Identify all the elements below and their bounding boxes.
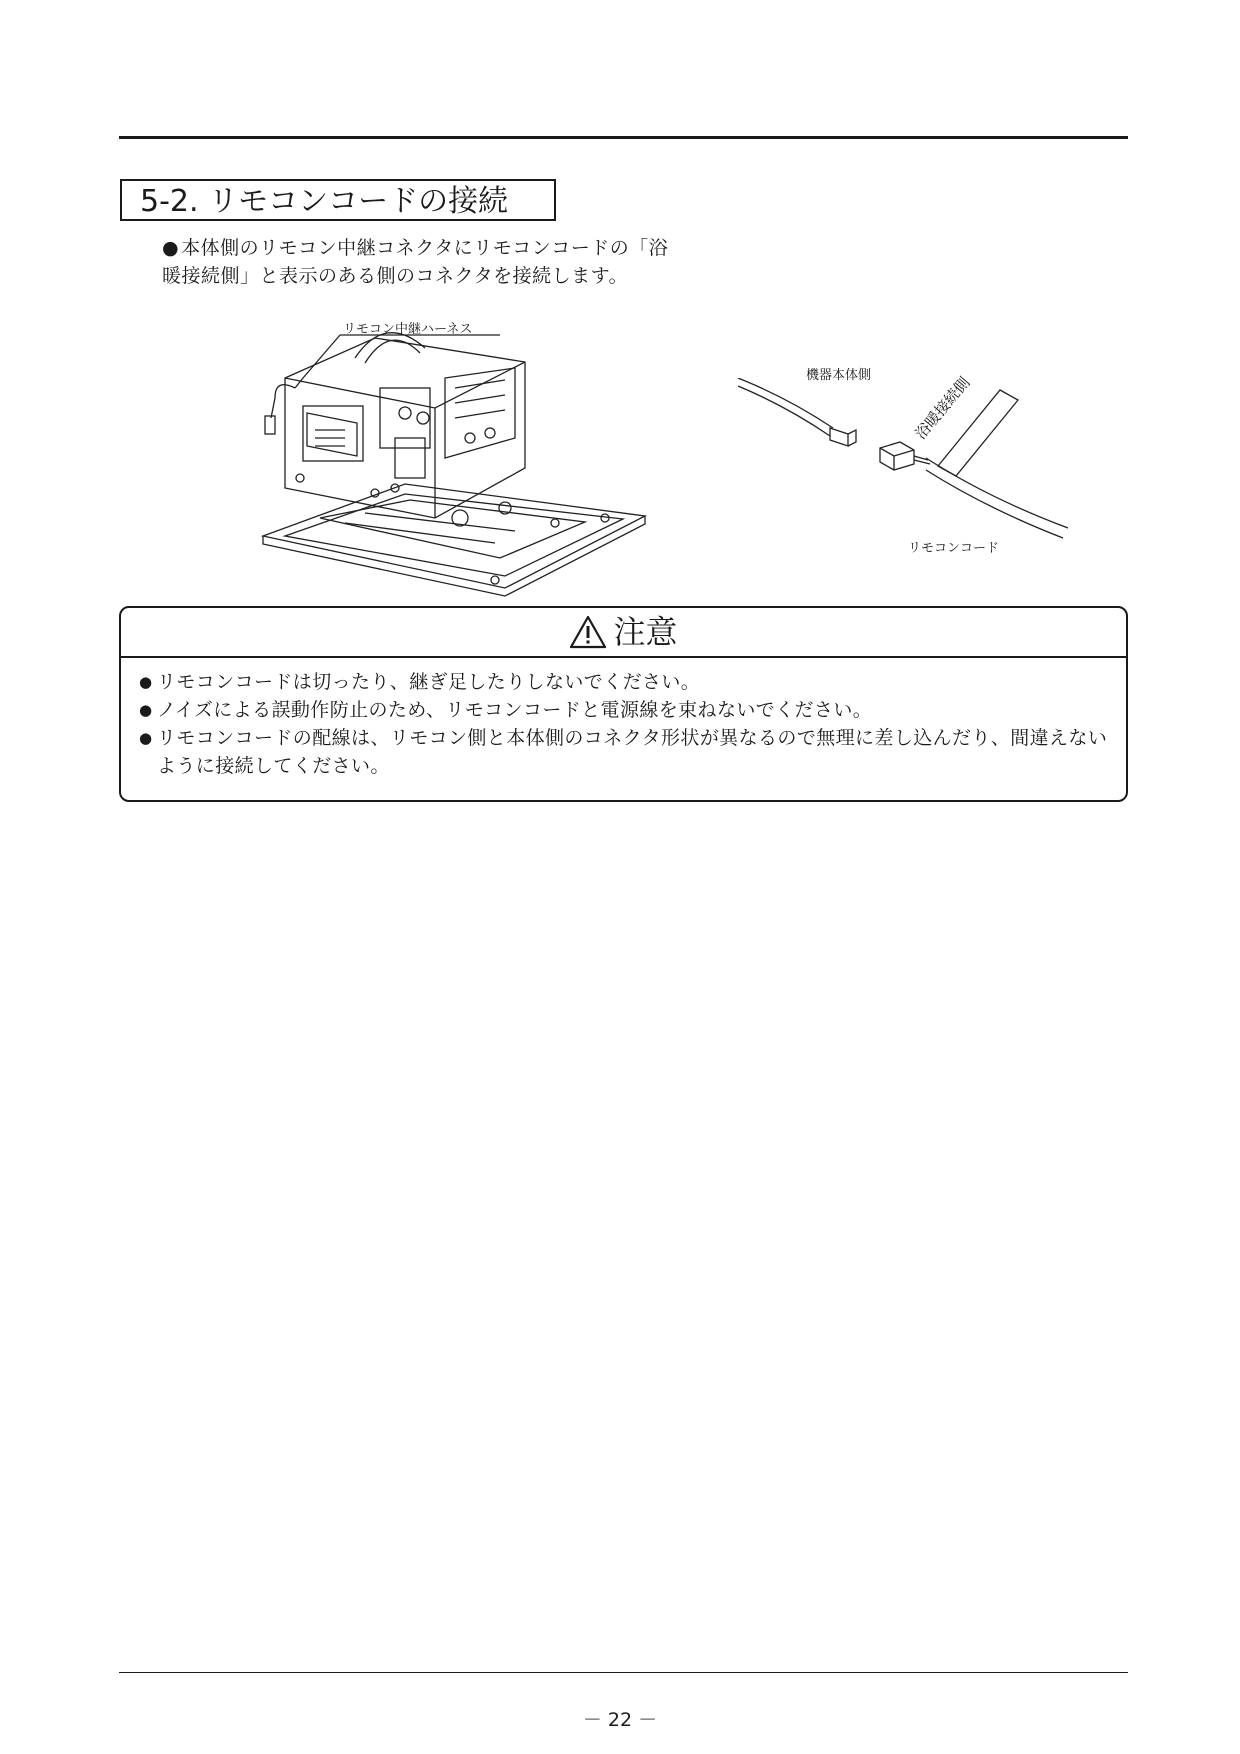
caution-list <box>121 658 1126 780</box>
caution-bullet: ● <box>139 673 153 691</box>
caution-item <box>139 696 1110 724</box>
caution-bullet: ● <box>139 729 153 747</box>
harness-label: リモコン中継ハーネス <box>343 322 473 337</box>
cord-connection-illustration <box>738 368 1068 556</box>
unit-drawing <box>255 318 655 600</box>
cord-label: リモコンコード <box>908 541 1000 556</box>
caution-item <box>139 724 1110 780</box>
section-title: 5-2. リモコンコードの接続 <box>120 179 556 221</box>
caution-item <box>139 668 1110 696</box>
intro-paragraph <box>162 234 686 290</box>
caution-title: 注意 <box>613 613 678 651</box>
caution-text: リモコンコードの配線は、リモコン側と本体側のコネクタ形状が異なるので無理に差し込んだり、間違えないように接続してください。 <box>157 727 1108 777</box>
page-number: － 22 － <box>582 1709 658 1731</box>
caution-box <box>119 606 1128 802</box>
intro-bullet: ● <box>162 237 180 259</box>
top-rule <box>119 136 1128 139</box>
bottom-rule <box>119 1672 1128 1673</box>
intro-text: 本体側のリモコン中継コネクタにリモコンコードの「浴暖接続側」と表示のある側のコネクタを接続します。 <box>162 237 669 287</box>
tag-label: 浴暖接続側 <box>911 373 974 443</box>
caution-text: ノイズによる誤動作防止のため、リモコンコードと電源線を束ねないでください。 <box>157 699 873 721</box>
cord-drawing <box>738 378 1068 548</box>
caution-header <box>121 608 1126 658</box>
body-side-label: 機器本体側 <box>806 368 872 383</box>
caution-text: リモコンコードは切ったり、継ぎ足したりしないでください。 <box>157 671 701 693</box>
unit-illustration <box>255 318 655 600</box>
warning-triangle-icon <box>569 614 607 650</box>
caution-bullet: ● <box>139 701 153 719</box>
